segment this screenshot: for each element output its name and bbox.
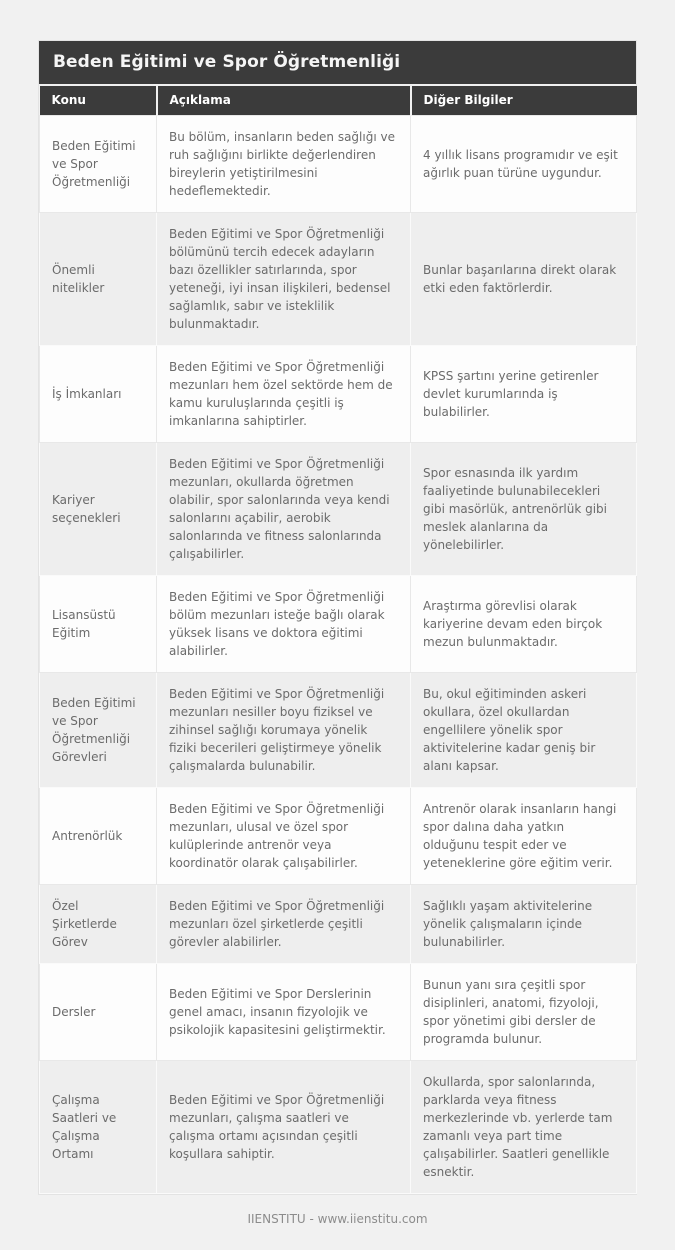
- konu-cell: Antrenörlük: [40, 788, 157, 885]
- diger-bilgiler-cell: Sağlıklı yaşam aktivitelerine yönelik çalışmaların içinde bulunabilirler.: [411, 885, 637, 964]
- aciklama-cell: Beden Eğitimi ve Spor Öğretmenliği mezunları, ulusal ve özel spor kulüplerinde antrenör veya koordinatör olarak çalışabilirler.: [157, 788, 411, 885]
- konu-cell: Dersler: [40, 964, 157, 1061]
- konu-cell: Lisansüstü Eğitim: [40, 576, 157, 673]
- konu-cell: Kariyer seçenekleri: [40, 443, 157, 576]
- aciklama-cell: Beden Eğitimi ve Spor Derslerinin genel amacı, insanın fizyolojik ve psikolojik kapasitesini geliştirmektir.: [157, 964, 411, 1061]
- aciklama-cell: Beden Eğitimi ve Spor Öğretmenliği bölümünü tercih edecek adayların bazı özellikler satırlarında, spor yeteneği, iyi insan ilişkileri, bedensel sağlamlık, sabır ve isteklilik bulunmaktadır.: [157, 213, 411, 346]
- info-table: [39, 86, 637, 1194]
- table-row: [40, 443, 637, 576]
- table-row: [40, 1061, 637, 1194]
- aciklama-cell: Bu bölüm, insanların beden sağlığı ve ruh sağlığını birlikte değerlendiren bireylerin yetiştirilmesini hedeflemektedir.: [157, 116, 411, 213]
- konu-cell: İş İmkanları: [40, 346, 157, 443]
- diger-bilgiler-cell: Spor esnasında ilk yardım faaliyetinde bulunabilecekleri gibi masörlük, antrenörlük gibi meslek alanlarına da yönelebilirler.: [411, 443, 637, 576]
- aciklama-cell: Beden Eğitimi ve Spor Öğretmenliği mezunları, çalışma saatleri ve çalışma ortamı açısından çeşitli koşullara sahiptir.: [157, 1061, 411, 1194]
- info-table-card: [38, 40, 637, 1195]
- column-header-diger-bilgiler: Diğer Bilgiler: [411, 86, 637, 116]
- konu-cell: Çalışma Saatleri ve Çalışma Ortamı: [40, 1061, 157, 1194]
- table-header: [40, 86, 637, 116]
- diger-bilgiler-cell: Araştırma görevlisi olarak kariyerine devam eden birçok mezun bulunmaktadır.: [411, 576, 637, 673]
- table-row: [40, 885, 637, 964]
- table-row: [40, 576, 637, 673]
- table-title: Beden Eğitimi ve Spor Öğretmenliği: [39, 41, 636, 86]
- table-row: [40, 673, 637, 788]
- diger-bilgiler-cell: KPSS şartını yerine getirenler devlet kurumlarında iş bulabilirler.: [411, 346, 637, 443]
- aciklama-cell: Beden Eğitimi ve Spor Öğretmenliği bölüm mezunları isteğe bağlı olarak yüksek lisans ve doktora eğitimi alabilirler.: [157, 576, 411, 673]
- footer-credit: IIENSTITU - www.iienstitu.com: [247, 1212, 428, 1226]
- table-row: [40, 346, 637, 443]
- konu-cell: Özel Şirketlerde Görev: [40, 885, 157, 964]
- table-row: [40, 116, 637, 213]
- aciklama-cell: Beden Eğitimi ve Spor Öğretmenliği mezunları, okullarda öğretmen olabilir, spor salonlarında veya kendi salonlarını açabilir, aerobik salonlarında ve fitness salonlarında çalışabilirler.: [157, 443, 411, 576]
- konu-cell: Önemli nitelikler: [40, 213, 157, 346]
- diger-bilgiler-cell: 4 yıllık lisans programıdır ve eşit ağırlık puan türüne uygundur.: [411, 116, 637, 213]
- aciklama-cell: Beden Eğitimi ve Spor Öğretmenliği mezunları özel şirketlerde çeşitli görevler alabilirler.: [157, 885, 411, 964]
- diger-bilgiler-cell: Antrenör olarak insanların hangi spor dalına daha yatkın olduğunu tespit eder ve yeteneklerine göre eğitim verir.: [411, 788, 637, 885]
- konu-cell: Beden Eğitimi ve Spor Öğretmenliği: [40, 116, 157, 213]
- aciklama-cell: Beden Eğitimi ve Spor Öğretmenliği mezunları hem özel sektörde hem de kamu kuruluşlarında çeşitli iş imkanlarına sahiptirler.: [157, 346, 411, 443]
- table-row: [40, 788, 637, 885]
- diger-bilgiler-cell: Bunun yanı sıra çeşitli spor disiplinleri, anatomi, fizyoloji, spor yönetimi gibi dersler de programda bulunur.: [411, 964, 637, 1061]
- table-row: [40, 964, 637, 1061]
- konu-cell: Beden Eğitimi ve Spor Öğretmenliği Görevleri: [40, 673, 157, 788]
- diger-bilgiler-cell: Bu, okul eğitiminden askeri okullara, özel okullardan engellilere yönelik spor aktivitelerine kadar geniş bir alanı kapsar.: [411, 673, 637, 788]
- diger-bilgiler-cell: Bunlar başarılarına direkt olarak etki eden faktörlerdir.: [411, 213, 637, 346]
- aciklama-cell: Beden Eğitimi ve Spor Öğretmenliği mezunları nesiller boyu fiziksel ve zihinsel sağlığı korumaya yönelik fiziki becerileri geliştirmeye yönelik çalışmalarda bulunabilir.: [157, 673, 411, 788]
- diger-bilgiler-cell: Okullarda, spor salonlarında, parklarda veya fitness merkezlerinde vb. yerlerde tam zamanlı veya part time çalışabilirler. Saatleri genellikle esnektir.: [411, 1061, 637, 1194]
- table-row: [40, 213, 637, 346]
- table-header-row: [40, 86, 637, 116]
- table-body: [40, 116, 637, 1194]
- column-header-konu: Konu: [40, 86, 157, 116]
- column-header-aciklama: Açıklama: [157, 86, 411, 116]
